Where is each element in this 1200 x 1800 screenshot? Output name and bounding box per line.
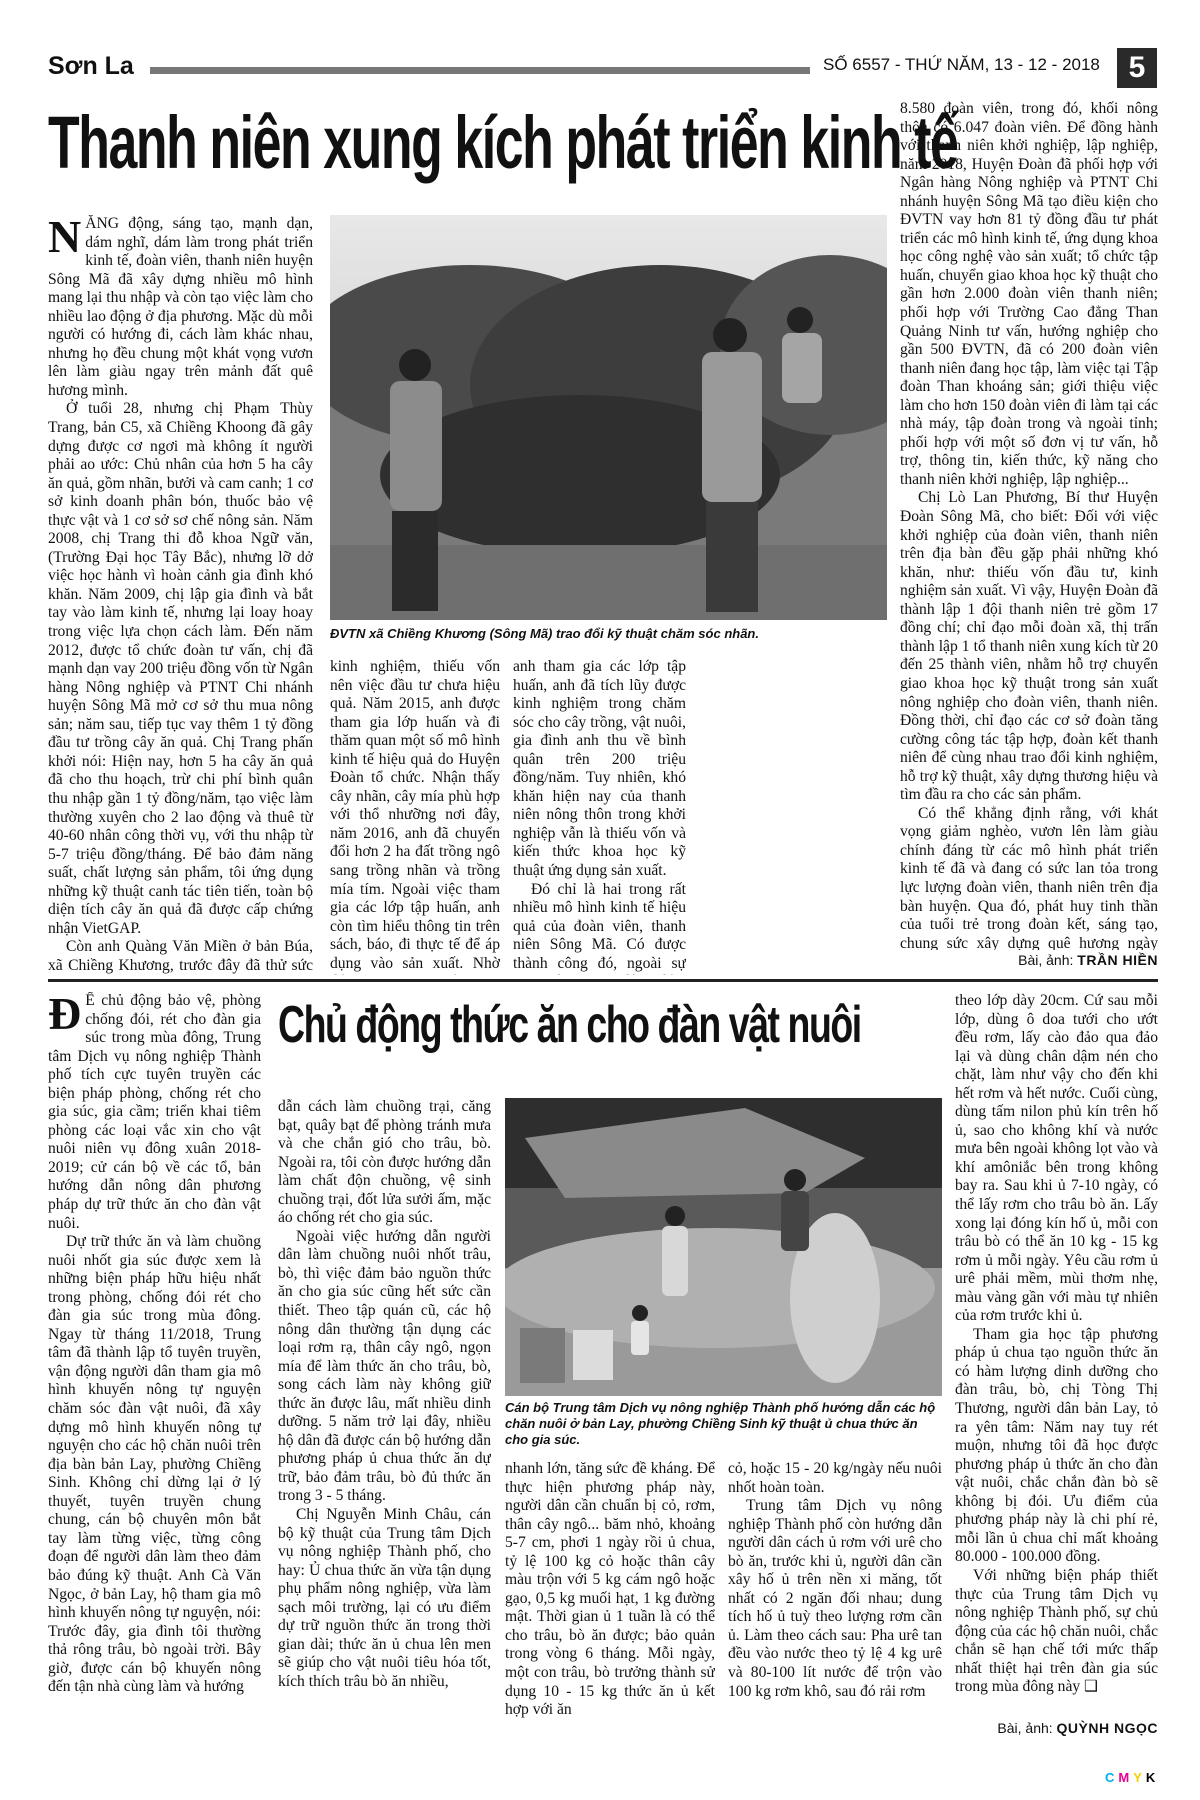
article2-dropcap: Đ [48,992,82,1039]
paragraph: Đó chỉ là hai trong rất nhiều mô hình kinh tế hiệu quả của đoàn viên, thanh niên Sông Mã. Có được thành công đó, ngoài sự [513,880,686,972]
article2-headline: Chủ động thức ăn cho đàn vật nuôi [278,996,861,1054]
article2-photo-caption: Cán bộ Trung tâm Dịch vụ nông nghiệp Thành phố hướng dẫn các hộ chăn nuôi ở bản Lay, phường Chiềng Sinh kỹ thuật ủ chua thức ăn cho gia súc. [505,1400,936,1447]
paragraph: Ở tuổi 28, nhưng chị Phạm Thùy Trang, bản C5, xã Chiềng Khoong đã gây dựng được cơ ngơi mà không ít người phải ao ước: Chủ nhân của hơn 5 ha cây ăn quả, gồm nhãn, bưởi và cam canh; 1 cơ sở kinh doanh phân bón, thuốc bảo vệ thực vật và 1 cơ sở sơ chế nông sản. Năm 2008, chị Trang thi đỗ khoa Ngữ văn, (Trường Đại học Tây Bắc), nhưng lỡ dở việc học hành vì hoàn cảnh gia đình khó khăn. Năm 2009, chị lập gia đình và bắt tay vào làm kinh tế, nhưng lại loay hoay trong việc lựa chọn cách làm. Đến năm 2012, được tổ chức đoàn tư vấn, chị đã mạnh dạn vay 200 triệu đồng vốn từ Ngân hàng Nông nghiệp và PTNT Chi nhánh huyện Sông Mã mở cơ sở thu mua nông sản; năm sau, tiếp tục vay thêm 1 tỷ đồng đầu tư trồng cây ăn quả. Chị Trang phấn khởi nói: Hiện nay, hơn 5 ha cây ăn quả đã cho thu hoạch, trừ chi phí bình quân thu nhập gần 1 tỷ đồng/năm, tạo việc làm thường xuyên cho 2 lao động và thuê từ 40-60 nhân công thời vụ, với thu nhập từ 5-7 triệu đồng/tháng. Để bảo đảm năng suất, chất lượng sản phẩm, tôi ứng dụng những kỹ thuật canh tác tiên tiến, toàn bộ diện tích cây ăn quả đã được cấp chứng nhận VietGAP. [48,400,313,937]
page-number: 5 [1117,48,1157,88]
issue-info: SỐ 6557 - THỨ NĂM, 13 - 12 - 2018 [823,55,1100,74]
paragraph: Ể chủ động bảo vệ, phòng chống đói, rét cho đàn gia súc trong mùa đông, Trung tâm Dịch vụ nông nghiệp Thành phố tích cực tuyên truyền các biện pháp phòng, chống rét cho gia súc, gia cầm; triển khai tiêm phòng các loại vắc xin cho vật nuôi niên vụ đông xuân 2018-2019; cử cán bộ về các tổ, bản hướng dẫn nông dân phương pháp dự trữ thức ăn cho đàn vật nuôi. [48,992,261,1232]
article1-photo-caption: ĐVTN xã Chiềng Khương (Sông Mã) trao đổi kỹ thuật chăm sóc nhãn. [330,626,759,641]
longan-orchard-photo [330,215,887,620]
article2-column-1 [48,992,261,1737]
paragraph: Dự trữ thức ăn và làm chuồng nuôi nhốt gia súc được xem là những biện pháp hữu hiệu nhất trong phòng, chống đói rét cho đàn gia súc trong mùa đông. Ngay từ tháng 11/2018, Trung tâm đã thành lập tổ tuyên truyền, vận động người dân tham gia mô hình khuyến nông tự nguyện chăm sóc đàn vật nuôi, đã xây dựng mô hình khuyến nông tự nguyện cho các hộ chăn nuôi trên địa bàn bản Lay, phường Chiềng Sinh. Không chỉ dừng lại ở lý thuyết, tuyên truyền chung chung, cán bộ chuyên môn bắt tay làm từng việc, từng công đoạn để người dân làm theo đảm bảo đúng kỹ thuật. Anh Cà Văn Ngọc, ở bản Lay, hộ tham gia mô hình khuyến nông tự nguyện, nói: Trước đây, gia đình tôi thường thả rông trâu, bò ngoài trời. Bây giờ, được cán bộ khuyến nông đến tận nhà cùng làm và hướng [48,1233,261,1696]
article2-photo [505,1098,942,1396]
section-name: Sơn La [48,52,134,80]
paragraph: Trung tâm Dịch vụ nông nghiệp Thành phố còn hướng dẫn người dân cách ủ rơm với urê cho bò ăn, trước khi ủ, người dân cần xây hố ủ trên nền xi măng, tốt nhất có 2 ngăn đối nhau; dung tích hố ủ tuỳ theo lượng rơm cần ủ. Làm theo cách sau: Pha urê tan đều vào nước theo tỷ lệ 4 kg urê và 80-100 lít nước để trộn vào 100 kg rơm khô, sau đó rải rơm [728,1497,942,1700]
paragraph: ĂNG động, sáng tạo, mạnh dạn, dám nghĩ, dám làm trong phát triển kinh tế, đoàn viên, thanh niên huyện Sông Mã đã xây dựng nhiều mô hình mang lại thu nhập và còn tạo việc làm cho nhiều lao động ở địa phương. Mặc dù mỗi người có hướng đi, cách làm khác nhau, nhưng họ đều chung một khát vọng vươn lên làm giàu ngay trên mảnh đất quê hương mình. [48,215,313,399]
print-mark-y: Y [1133,1770,1146,1785]
article1-column-4 [900,100,1158,950]
article1-photo [330,215,887,620]
cmyk-print-marks [1105,1770,1159,1785]
article2-column-3 [505,1460,715,1738]
byline-prefix: Bài, ảnh: [1018,952,1074,968]
article2-column-4 [728,1460,942,1738]
paragraph: theo lớp dày 20cm. Cứ sau mỗi lớp, dùng ô doa tưới cho ướt đều rơm, lấy cào đảo qua đảo lại và dùng chân dậm nén cho chặt, làm như vậy cho đến khi hết rơm và hết nước. Cuối cùng, dùng tấm nilon phủ kín trên hố ủ, sao cho không khí và nước mưa bên ngoài không lọt vào và khí amôniắc bên trong không bay ra. Sau khi ủ 7-10 ngày, có thể lấy rơm cho trâu bò ăn. Lấy xong lại đóng kín hố ủ, mỗi con trâu bò có thể ăn 10 kg - 15 kg rơm ủ mỗi ngày. Yêu cầu rơm ủ urê phải mềm, mùi thơm nhẹ, màu vàng gần với màu tự nhiên của rơm trước khi ủ. [955,992,1158,1325]
paragraph: Chị Nguyễn Minh Châu, cán bộ kỹ thuật của Trung tâm Dịch vụ nông nghiệp Thành phố, cho hay: Ủ chua thức ăn vừa tận dụng phụ phẩm nông nghiệp, vừa làm sạch môi trường, lại có ưu điểm dự trữ nguồn thức ăn trong thời gian dài; thức ăn ủ chua lên men sẽ giúp cho vật nuôi tiêu hóa tốt, kích thích trâu bò ăn nhiều, [278,1506,491,1690]
article2-column-2 [278,1098,491,1738]
print-mark-c: C [1105,1770,1119,1785]
article1-headline: Thanh niên xung kích phát triển kinh tế [48,101,958,184]
paragraph: kinh nghiệm, thiếu vốn nên việc đầu tư chưa hiệu quả. Năm 2015, anh được tham gia lớp huấn và đi thăm quan một số mô hình kinh tế hiệu quả do Huyện Đoàn tổ chức. Nhận thấy cây nhãn, cây mía phù hợp với thổ nhưỡng nơi đây, năm 2016, anh đã chuyển đổi hơn 2 ha đất trồng ngô sang trồng nhãn và trồng mía tím. Ngoài việc tham gia các lớp tập huấn, anh còn tìm hiểu thông tin trên sách, báo, đi thực tế để áp dụng vào sản xuất. Nhờ [330,658,500,972]
article1-column-2 [330,658,500,975]
paragraph: anh tham gia các lớp tập huấn, anh đã tích lũy được kinh nghiệm trong chăm sóc cho cây trồng, vật nuôi, gia đình anh thu về bình quân trên 200 triệu đồng/năm. Tuy nhiên, khó khăn hiện nay của thanh niên nông thôn trong khởi nghiệp vẫn là thiếu vốn và kiến thức khoa học kỹ thuật ứng dụng sản xuất. [513,658,686,880]
paragraph: Ngoài việc hướng dẫn người dân làm chuồng nuôi nhốt trâu, bò, thì việc đảm bảo nguồn thức ăn cho gia súc cũng hết sức cần thiết. Theo tập quán cũ, các hộ nông dân thường tận dụng các loại rơm rạ, thân cây ngô, ngọn mía để làm thức ăn cho trâu, bò, song cách làm này không giữ thức ăn được lâu, mất nhiều dinh dưỡng. 5 năm trở lại đây, nhiều hộ dân đã được cán bộ hướng dẫn phương pháp ủ chua thức ăn dự trữ, bảo đảm trâu, bò đủ thức ăn trong 3 - 5 tháng. [278,1227,491,1505]
livestock-feed-photo [505,1098,942,1396]
byline-prefix: Bài, ảnh: [997,1720,1053,1736]
paragraph: Tham gia học tập phương pháp ủ chua tạo nguồn thức ăn có hàm lượng dinh dưỡng cho đàn trâu, bò, chị Tòng Thị Thương, người dân bản Lay, tỏ ra yên tâm: Năm nay tuy rét muộn, nhưng tôi đã học được phương pháp ủ thức ăn cho đàn vật nuôi, chắc chắn đàn bò sẽ không bị đói. Ưu điểm của phương pháp này là chi phí rẻ, mỗi lần ủ chua chỉ mất khoảng 80.000 - 100.000 đồng. [955,1325,1158,1566]
paragraph: Còn anh Quàng Văn Miền ở bản Búa, xã Chiềng Khương, trước đây đã thử sức [48,938,313,974]
paragraph: dẫn cách làm chuồng trại, căng bạt, quây bạt để phòng tránh mưa và che chắn gió cho trâu, bò. Ngoài ra, tôi còn được hướng dẫn làm chất độn chuồng, vệ sinh chuồng trại, đốt lửa sưởi ấm, mặc áo chống rét cho gia súc. [278,1098,491,1227]
article1-byline [900,952,1158,968]
print-mark-m: M [1118,1770,1134,1785]
paragraph: 8.580 đoàn viên, trong đó, khối nông thôn có 6.047 đoàn viên. Để đồng hành với thanh niên khởi nghiệp, lập nghiệp, năm 2018, Huyện Đoàn đã phối hợp với Ngân hàng Nông nghiệp và PTNT Chi nhánh huyện Sông Mã tạo điều kiện cho ĐVTN vay hơn 81 tỷ đồng đầu tư phát triển các mô hình kinh tế, ứng dụng khoa học công nghệ vào sản xuất; tổ chức tập huấn, chuyển giao khoa học kỹ thuật cho gần hơn 2.000 đoàn viên thanh niên; phối hợp với Trường Cao đẳng Than Quảng Ninh tư vấn, hướng nghiệp cho gần 500 ĐVTN, đã có 200 đoàn viên thanh niên đang học tập, làm việc tại Tập đoàn Than khoáng sản; giới thiệu việc làm cho hơn 150 đoàn viên đi làm tại các nhà máy, tập đoàn trong và ngoài tỉnh; phối hợp với một số đơn vị tư vấn, hỗ trợ, thông tin, kiến thức, kỹ năng cho thanh niên khởi nghiệp, lập nghiệp... [900,100,1158,488]
paragraph: Có thể khẳng định rằng, với khát vọng giảm nghèo, vươn lên làm giàu chính đáng từ các mô hình phát triển kinh tế đã và đang có sức lan tỏa trong lực lượng đoàn viên, thanh niên trên địa bàn huyện. Qua đó, phát huy tinh thần của tuổi trẻ trong đoàn kết, sáng tạo, chung sức xây dựng quê hương ngày [900,804,1158,950]
article2-column-5 [955,992,1158,1717]
article-divider [48,979,1158,982]
byline-author: TRẦN HIỀN [1077,952,1158,968]
paragraph: nhanh lớn, tăng sức đề kháng. Để thực hiện phương pháp này, người dân cần chuẩn bị cỏ, rơm, thân cây ngô... băm nhỏ, khoảng 5-7 cm, phơi 1 ngày rồi ủ chua, tỷ lệ 100 kg cỏ hoặc thân cây màu trộn với 5 kg cám ngô hoặc gạo, 0,5 kg muối hạt, 1 kg đường mật. Thời gian ủ 1 tuần là có thể cho trâu, bò ăn được; bảo quản trong vòng 6 tháng. Mỗi ngày, một con trâu, bò trưởng thành sử dụng 10 - 15 kg thức ăn ủ kết hợp với ăn [505,1460,715,1719]
byline-author: QUỲNH NGỌC [1056,1720,1158,1736]
paragraph: Với những biện pháp thiết thực của Trung tâm Dịch vụ nông nghiệp Thành phố, sự chủ động của các hộ chăn nuôi, chắc chắn sẽ hạn chế tới mức thấp nhất thiệt hại trên đàn gia súc trong mùa đông này ❑ [955,1566,1158,1696]
article2-byline [955,1720,1158,1736]
paragraph: Chị Lò Lan Phương, Bí thư Huyện Đoàn Sông Mã, cho biết: Đối với việc khởi nghiệp của đoàn viên, thanh niên trên địa bàn đều gặp phải những khó khăn, như: thiếu vốn đầu tư, kinh nghiệm sản xuất. Vì vậy, Huyện Đoàn đã thành lập 1 đội thanh niên trẻ gồm 17 đồng chí; chỉ đạo mỗi đoàn xã, thị trấn thành lập 1 tổ thanh niên xung kích từ 20 đến 25 thành viên, nhằm hỗ trợ chuyển giao khoa học kỹ thuật trong sản xuất nông nghiệp cho đoàn viên, thanh niên. Đồng thời, chỉ đạo các cơ sở đoàn tăng cường công tác tập hợp, đoàn kết thanh niên để cùng nhau trao đổi kinh nghiệm, hỗ trợ kỹ thuật, xây dựng thương hiệu và tìm đầu ra cho các sản phẩm. [900,489,1158,804]
article1-dropcap: N [48,215,82,262]
article1-column-1 [48,215,313,975]
header-rule [150,67,810,74]
article1-column-3 [513,658,686,975]
paragraph: cỏ, hoặc 15 - 20 kg/ngày nếu nuôi nhốt hoàn toàn. [728,1460,942,1496]
print-mark-k: K [1145,1770,1160,1785]
